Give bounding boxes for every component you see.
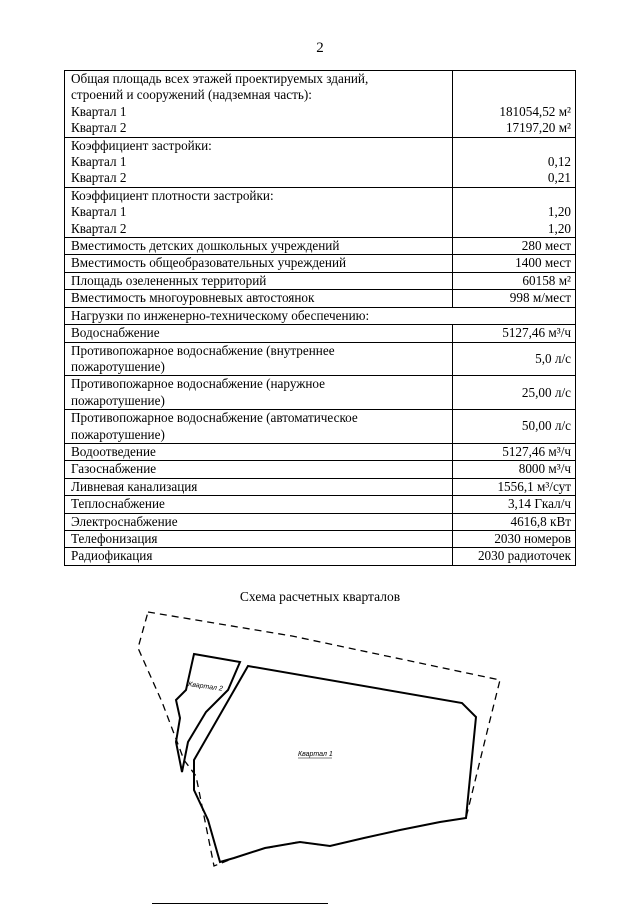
row-title: Общая площадь всех этажей проектируемых зданий, xyxy=(71,71,369,86)
quarter-1-label: Квартал 1 xyxy=(71,154,127,170)
row-title: Коэффициент застройки: xyxy=(71,137,212,153)
row-label: Теплоснабжение xyxy=(65,496,453,513)
row-label-line: пожаротушение) xyxy=(71,358,165,374)
scheme-title: Схема расчетных кварталов xyxy=(239,589,401,604)
row-label: Вместимость многоуровневых автостоянок xyxy=(65,290,453,307)
row-value: 25,00 л/с xyxy=(453,376,576,410)
row-label-line: Противопожарное водоснабжение (внутреннее xyxy=(71,342,335,358)
section-header: Нагрузки по инженерно-техническому обеспечению: xyxy=(65,307,576,324)
quarter-1-label: Квартал 1 xyxy=(71,103,127,119)
quarter-2-value: 17197,20 м² xyxy=(505,120,571,136)
quarter-1-label: Квартал 1 xyxy=(298,751,333,758)
quarter-2-boundary xyxy=(176,654,240,772)
page-number: 2 xyxy=(316,40,324,56)
row-value: 998 м/мест xyxy=(453,290,576,307)
row-label-line: Противопожарное водоснабжение (наружное xyxy=(71,376,326,392)
row-title: Коэффициент плотности застройки: xyxy=(71,187,274,203)
row-value: 5127,46 м³/ч xyxy=(453,443,576,460)
row-label: Газоснабжение xyxy=(65,461,453,478)
footer-rule xyxy=(152,903,328,904)
quarter-2-value: 0,21 xyxy=(547,170,571,186)
quarter-2-label: Квартал 2 xyxy=(71,220,127,236)
quarter-2-label: Квартал 2 xyxy=(71,120,127,136)
quarter-1-value: 181054,52 м² xyxy=(499,103,571,119)
row-value: 3,14 Гкал/ч xyxy=(453,496,576,513)
row-value: 5,0 л/с xyxy=(453,342,576,376)
row-value: 2030 номеров xyxy=(453,530,576,547)
quarter-1-label: Квартал 1 xyxy=(71,204,127,220)
quarter-2-value: 1,20 xyxy=(547,220,571,236)
row-value: 280 мест xyxy=(453,238,576,255)
quarter-1-boundary xyxy=(194,666,476,862)
row-label-line: пожаротушение) xyxy=(71,392,165,408)
row-label: Ливневая канализация xyxy=(65,478,453,495)
quarter-2-label: Квартал 2 xyxy=(187,681,224,693)
row-label-line: Противопожарное водоснабжение (автоматическое xyxy=(71,410,358,426)
row-value: 5127,46 м³/ч xyxy=(453,325,576,342)
row-label: Водоснабжение xyxy=(65,325,453,342)
row-label: Водоотведение xyxy=(65,443,453,460)
quarter-1-value: 0,12 xyxy=(547,154,571,170)
row-value: 2030 радиоточек xyxy=(453,548,576,565)
row-label: Электроснабжение xyxy=(65,513,453,530)
row-value: 1400 мест xyxy=(453,255,576,272)
outer-boundary xyxy=(138,612,500,866)
row-label: Площадь озелененных территорий xyxy=(65,272,453,289)
row-label: Вместимость детских дошкольных учреждений xyxy=(65,238,453,255)
row-value: 60158 м² xyxy=(453,272,576,289)
quarter-2-label: Квартал 2 xyxy=(71,170,127,186)
row-label-line: пожаротушение) xyxy=(71,426,165,442)
row-value: 50,00 л/с xyxy=(453,410,576,444)
quarter-1-value: 1,20 xyxy=(547,204,571,220)
row-label: Радиофикация xyxy=(65,548,453,565)
row-value: 4616,8 кВт xyxy=(453,513,576,530)
row-value: 8000 м³/ч xyxy=(453,461,576,478)
row-title-cont: строений и сооружений (надземная часть): xyxy=(71,87,312,103)
row-label: Телефонизация xyxy=(65,530,453,547)
row-label: Вместимость общеобразовательных учреждений xyxy=(65,255,453,272)
row-value: 1556,1 м³/сут xyxy=(453,478,576,495)
